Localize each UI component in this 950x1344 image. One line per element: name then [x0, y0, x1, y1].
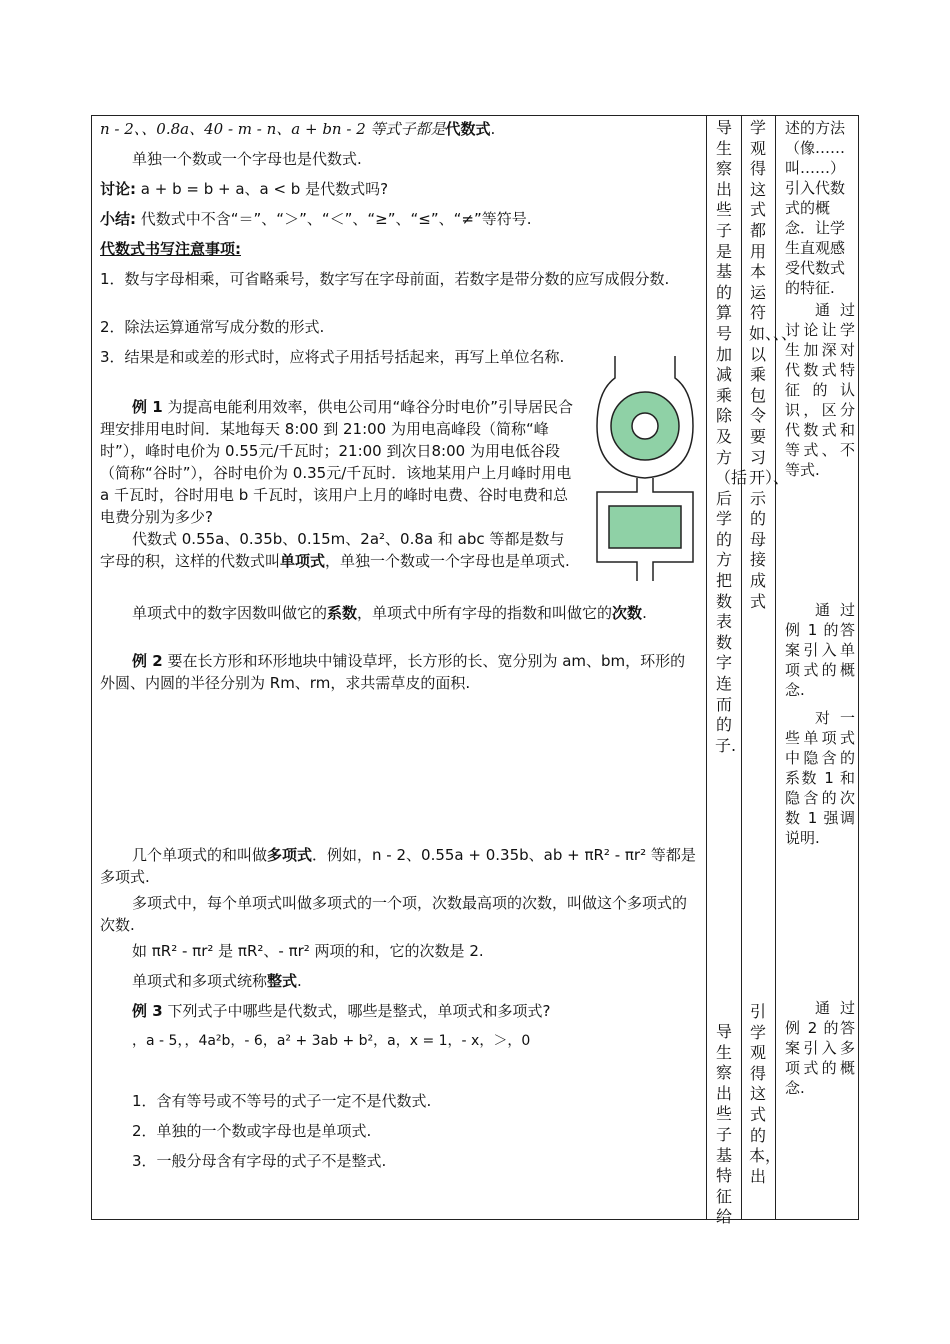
column-2-top: 导生察出些子是基的算号加减乘除及方（括后学的方把数表数字连而的子. [715, 118, 748, 755]
notes-heading: 代数式书写注意事项: [100, 240, 241, 258]
column-divider [775, 116, 776, 1219]
note-3: 3．结果是和或差的形式时，应将式子用括号括起来，再写上单位名称. [100, 348, 565, 366]
lawn-figure [595, 356, 695, 581]
note-discussion: 通过讨论让学生加深对代数式特征的认识，区分代数式和等式、不等式. [785, 301, 855, 479]
example-3: 例 3 下列式子中哪些是代数式，哪些是整式，单项式和多项式? [132, 1002, 551, 1020]
note-example-1: 通过例 1 的答案引入单项式的概念. [785, 601, 855, 699]
summary: 小结: 代数式中不含“＝”、“＞”、“＜”、“≥”、“≤”、“≠”等符号. [100, 210, 532, 228]
polynomial-example: 如 πR² - πr² 是 πR²、- πr² 两项的和，它的次数是 2. [132, 942, 484, 960]
example-1: 例 1 为提高电能利用效率，供电公司用“峰谷分时电价”引导居民合理安排用电时间．某地每天 8:00 到 21:00 为用电高峰段（简称“峰时”），峰时电价为 0.55元/千瓦时；21:00 到次日8:00 为用电低谷段（简称“谷时”），谷时电价为 0.35元/千瓦时．该地某用户上月峰时用电 a 千瓦时，谷时用电 b 千瓦时，该用户上月的峰时电费、谷时电费和总电费分别为多少? [100, 398, 573, 526]
column-divider [741, 116, 742, 1219]
polynomial-definition: 几个单项式的和叫做多项式．例如，n - 2、0.55a + 0.35b、ab + πR² - πr² 等都是多项式. [100, 846, 696, 886]
integral-expression: 单项式和多项式统称整式. [132, 972, 302, 990]
single-item-text: 单独一个数或一个字母也是代数式. [132, 150, 362, 168]
column-divider [706, 116, 707, 1219]
monomial-definition: 代数式 0.55a、0.35b、0.15m、2a²、0.8a 和 abc 等都是数与字母的积，这样的代数式叫单项式，单独一个数或一个字母也是单项式. [100, 530, 570, 570]
conclusion-2: 2．单独的一个数或字母也是单项式. [132, 1122, 372, 1140]
conclusion-1: 1．含有等号或不等号的式子一定不是代数式. [132, 1092, 432, 1110]
example-3-list: ，a - 5，，4a²b，- 6，a² + 3ab + b²，a，x = 1，- x，＞，0 [132, 1033, 531, 1049]
note-2: 2．除法运算通常写成分数的形式. [100, 318, 325, 336]
column-3-top: 学观得这式都用本运符如、、、以乘 包令要习开）、示的母接成式 [749, 118, 798, 611]
note-method: 述的方法（像……叫……）引入代数式的概念．让学生直观感受代数式的特征. [785, 119, 846, 297]
lesson-table [91, 115, 859, 1227]
polynomial-terms: 多项式中，每个单项式叫做多项式的一个项，次数最高项的次数，叫做这个多项式的次数. [100, 894, 688, 934]
algebraic-examples: n - 2、、0.8a、40 - m - n、a + bn - 2 等式子都是代数式. [100, 120, 496, 138]
column-3-bottom: 引学观得这式的本，出 [749, 1002, 782, 1186]
note-example-2: 通过例 2 的答案引入多项式的概念. [785, 999, 855, 1097]
example-2: 例 2 要在长方形和环形地块中铺设草坪，长方形的长、宽分别为 am、bm，环形的外圆、内圆的半径分别为 Rm、rm，求共需草皮的面积. [100, 652, 686, 692]
coefficient-degree: 单项式中的数字因数叫做它的系数，单项式中所有字母的指数和叫做它的次数. [132, 604, 647, 622]
conclusion-3: 3．一般分母含有字母的式子不是整式. [132, 1152, 387, 1170]
ring-inner-circle [632, 413, 658, 439]
note-1: 1．数与字母相乘，可省略乘号，数字写在字母前面，若数字是带分数的应写成假分数. [100, 270, 670, 288]
note-coefficient: 对一些单项式中隐含的系数 1 和隐含的次数 1 强调说明. [785, 709, 855, 847]
rectangle-lawn [609, 506, 681, 548]
discussion: 讨论: a + b = b + a、a < b 是代数式吗? [100, 180, 389, 198]
column-2-bottom: 导生察出些子基特征给 [715, 1022, 732, 1227]
